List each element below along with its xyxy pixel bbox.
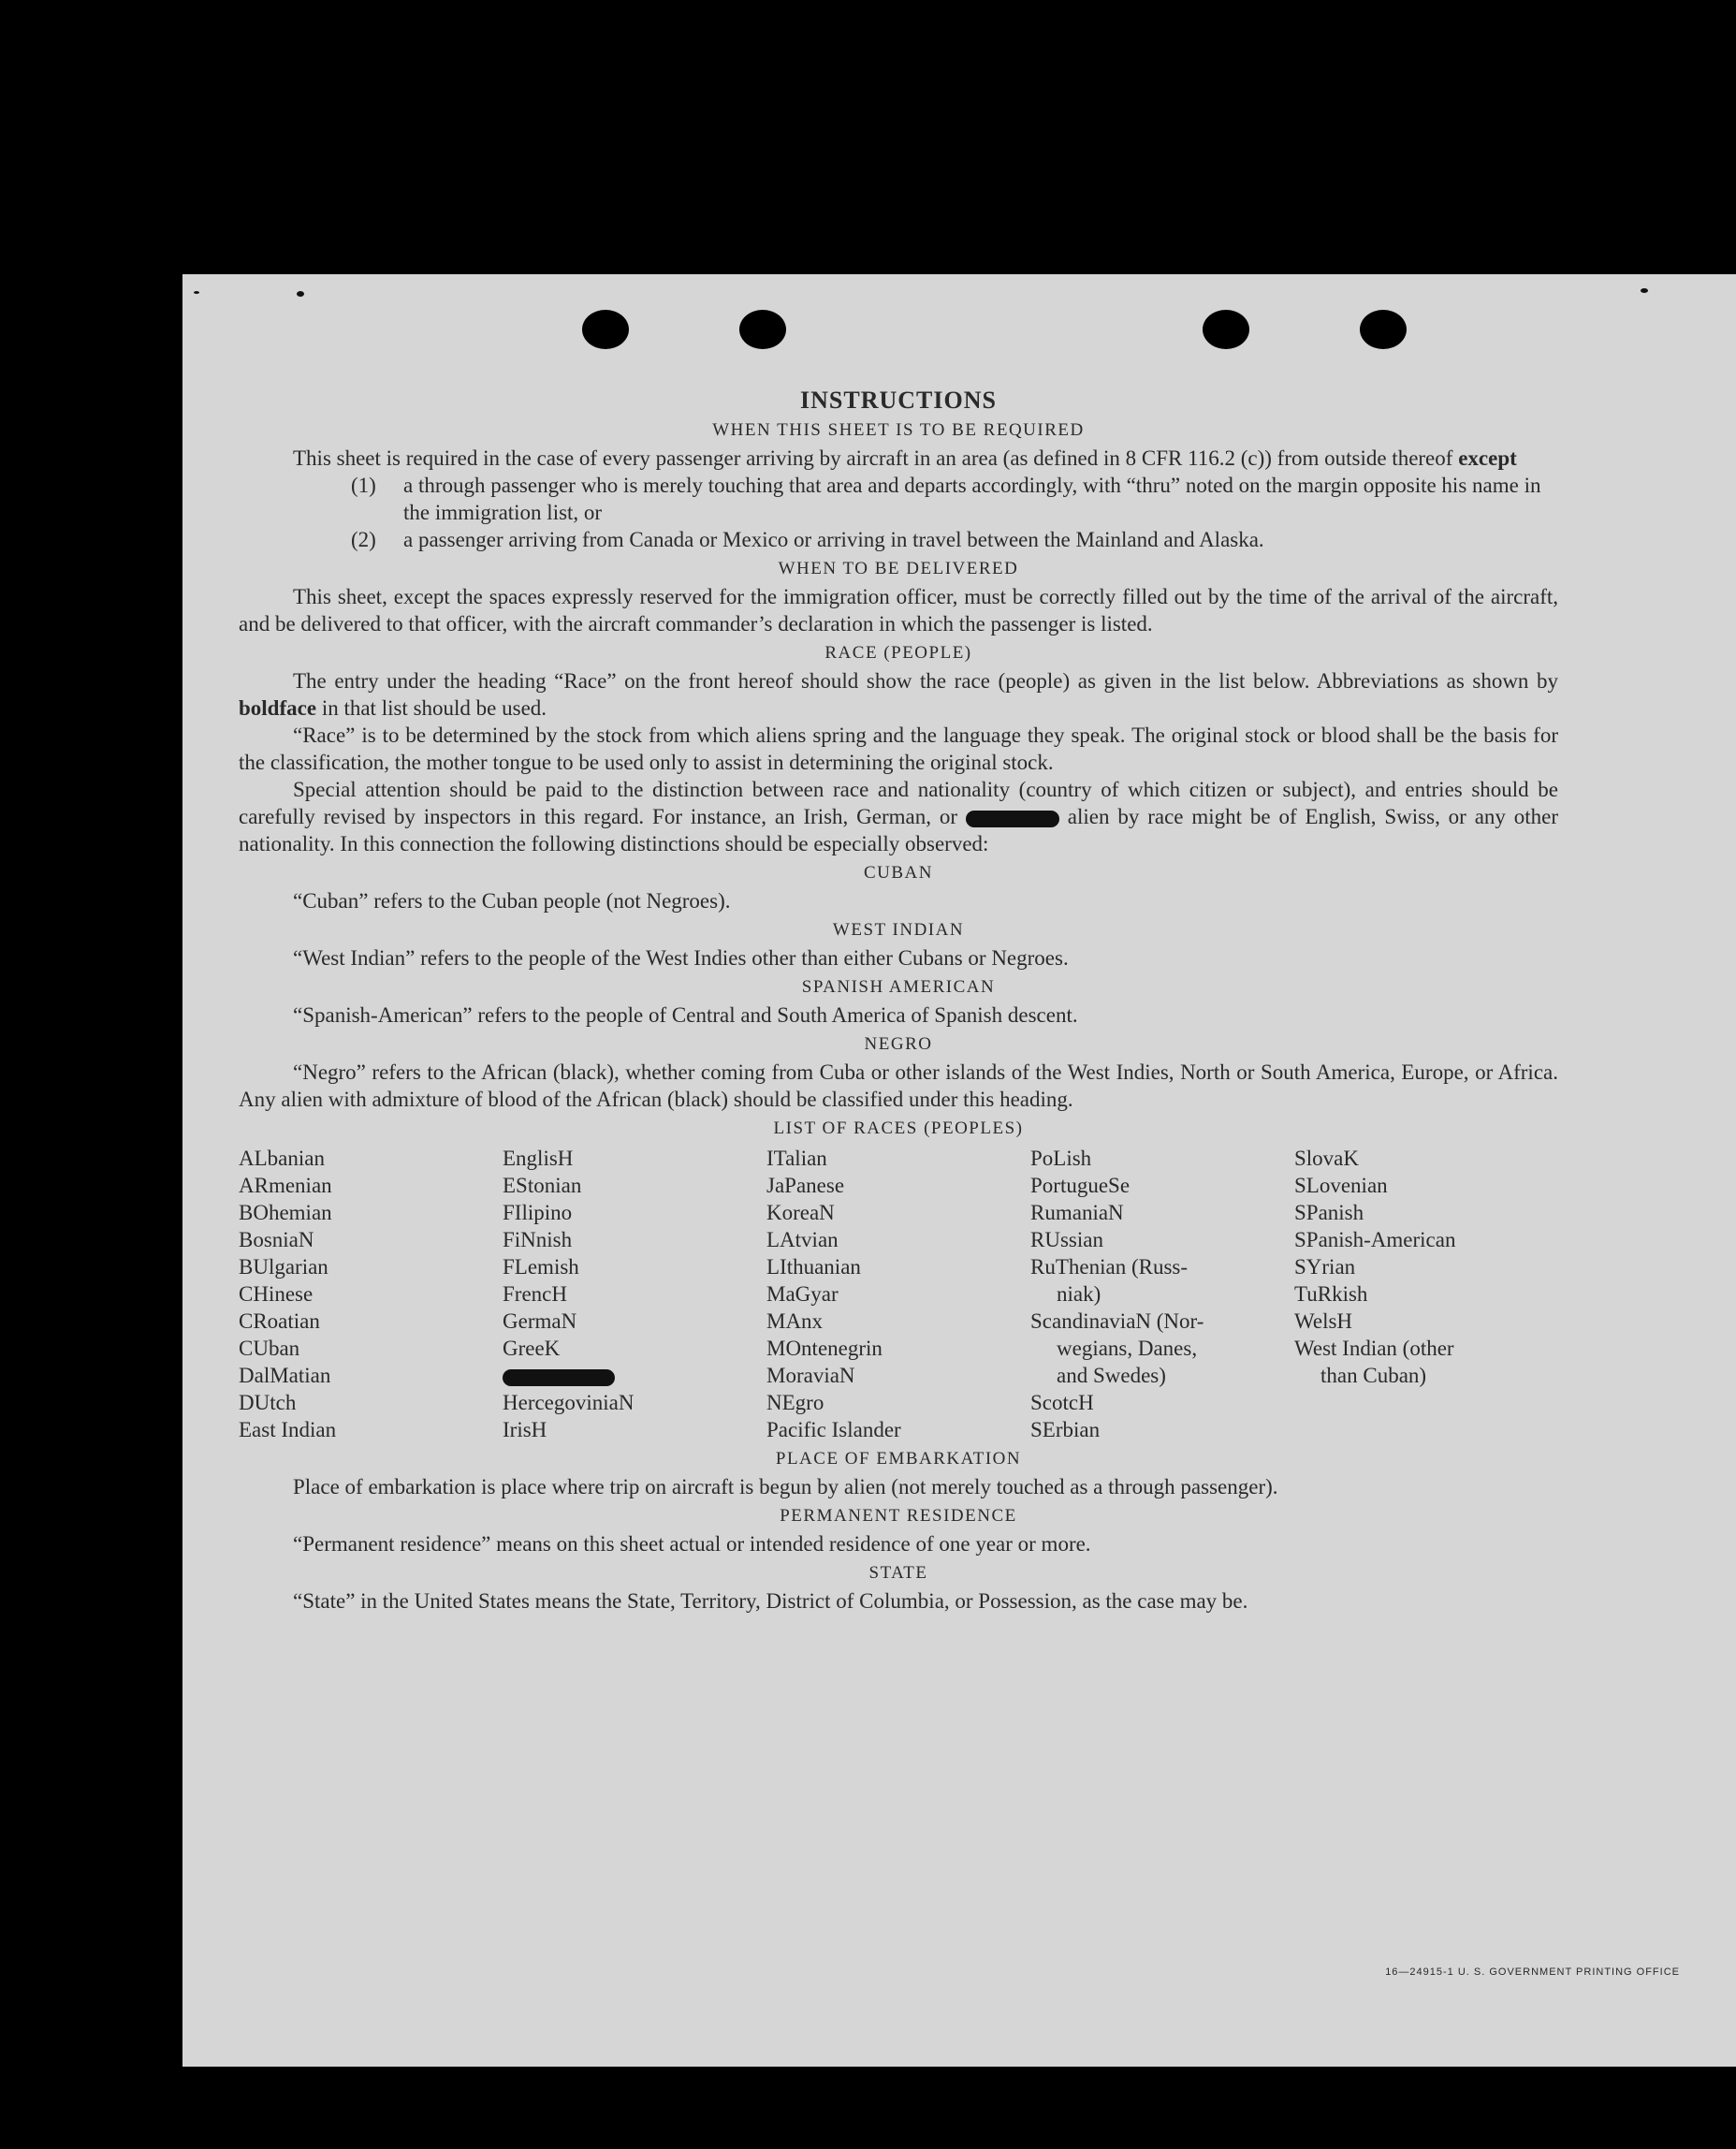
punch-hole (1203, 310, 1249, 349)
paragraph-required: This sheet is required in the case of every passenger arriving by aircraft in an area (as defined in 8 CFR 116.2 (c)) from outside thereof except (293, 446, 1517, 470)
race-item: CRoatian (239, 1309, 320, 1333)
race-item: EStonian (503, 1174, 582, 1197)
speck (1641, 288, 1648, 293)
race-item: TuRkish (1294, 1282, 1368, 1306)
race-item: JaPanese (766, 1174, 845, 1197)
race-item: West Indian (other (1294, 1337, 1454, 1360)
paragraph-delivered: This sheet, except the spaces expressly reserved for the immigration officer, must be correctly filled out by the time of the arrival of the aircraft, and be delivered to that officer, with the aircraft commander’s declaration in which the passenger is listed. (239, 585, 1558, 636)
race-item: DUtch (239, 1391, 297, 1414)
redaction-mark (503, 1362, 766, 1389)
paragraph-race-3: Special attention should be paid to the distinction between race and nationality (country of which citizen or subject), and entries should be carefully revised by inspectors in this regard. For instance, an Irish, German, or alien by race might be of English, Swiss, or any other nationality. In this connection the following distinctions should be especially observed: (239, 778, 1559, 855)
race-item: KoreaN (766, 1201, 835, 1224)
paragraph-state: “State” in the United States means the State, Territory, District of Columbia, or Possession, as the case may be. (293, 1589, 1248, 1613)
race-item: LIthuanian (766, 1255, 861, 1279)
paragraph-race-1: The entry under the heading “Race” on the front hereof should show the race (people) as given in the list below. Abbreviations as shown by boldface in that list should be used. (239, 669, 1558, 720)
instructions-content (239, 387, 1558, 1615)
races-column-2 (503, 1145, 766, 1443)
race-item: MoraviaN (766, 1364, 855, 1387)
heading-race: RACE (PEOPLE) (824, 643, 972, 663)
speck (194, 291, 199, 294)
race-item: HercegoviniaN (503, 1391, 635, 1414)
heading-delivered: WHEN TO BE DELIVERED (778, 559, 1019, 578)
race-item: LAtvian (766, 1228, 839, 1251)
heading-required: WHEN THIS SHEET IS TO BE REQUIRED (712, 420, 1085, 440)
race-item: niak) (1057, 1282, 1101, 1306)
race-item: ALbanian (239, 1147, 325, 1170)
race-item: EnglisH (503, 1147, 574, 1170)
race-item: than Cuban) (1320, 1364, 1427, 1387)
race-item: BosniaN (239, 1228, 314, 1251)
race-item: MaGyar (766, 1282, 839, 1306)
race-item: DalMatian (239, 1364, 331, 1387)
heading-cuban: CUBAN (863, 863, 933, 883)
race-item: wegians, Danes, (1057, 1337, 1198, 1360)
race-item: ScandinaviaN (Nor- (1030, 1309, 1204, 1333)
punch-hole (1360, 310, 1407, 349)
heading-west-indian: WEST INDIAN (832, 920, 965, 940)
race-item: ITalian (766, 1147, 827, 1170)
heading-list-of-races: LIST OF RACES (PEOPLES) (773, 1118, 1024, 1138)
races-column-3 (766, 1145, 1030, 1443)
race-item: Pacific Islander (766, 1418, 901, 1441)
paragraph-negro: “Negro” refers to the African (black), whether coming from Cuba or other islands of the West Indies, North or South America, Europe, or Africa. Any alien with admixture of blood of the African (black) should be classified under this heading. (239, 1060, 1558, 1111)
races-list (239, 1145, 1558, 1443)
heading-embarkation: PLACE OF EMBARKATION (775, 1449, 1022, 1469)
race-item: FLemish (503, 1255, 579, 1279)
paragraph-spanish-american: “Spanish-American” refers to the people of Central and South America of Spanish descent. (293, 1003, 1078, 1027)
race-item: WelsH (1294, 1309, 1353, 1333)
punch-hole (582, 310, 629, 349)
race-item: NEgro (766, 1391, 824, 1414)
race-item: BOhemian (239, 1201, 332, 1224)
race-item: RUssian (1030, 1228, 1103, 1251)
paragraph-cuban: “Cuban” refers to the Cuban people (not Negroes). (293, 889, 731, 913)
paragraph-race-2: “Race” is to be determined by the stock from which aliens spring and the language they speak. The original stock or blood shall be the basis for the classification, the mother tongue to be used only to assist in determining the original stock. (239, 724, 1558, 774)
speck (297, 291, 304, 297)
race-item: RumaniaN (1030, 1201, 1124, 1224)
printer-footer: 16—24915-1 U. S. GOVERNMENT PRINTING OFFICE (1385, 1966, 1680, 1978)
race-item: SErbian (1030, 1418, 1101, 1441)
punch-hole (739, 310, 786, 349)
race-item: SLovenian (1294, 1174, 1388, 1197)
heading-negro: NEGRO (864, 1034, 933, 1054)
heading-permanent-residence: PERMANENT RESIDENCE (780, 1506, 1017, 1526)
race-item: ARmenian (239, 1174, 332, 1197)
race-item: MOntenegrin (766, 1337, 883, 1360)
races-column-4 (1030, 1145, 1294, 1443)
races-column-1 (239, 1145, 503, 1443)
race-item: FIlipino (503, 1201, 573, 1224)
race-item: CHinese (239, 1282, 314, 1306)
race-item: SlovaK (1294, 1147, 1359, 1170)
race-item: East Indian (239, 1418, 337, 1441)
races-column-5 (1294, 1145, 1558, 1443)
race-item: SYrian (1294, 1255, 1356, 1279)
race-item: CUban (239, 1337, 300, 1360)
race-item: PortugueSe (1030, 1174, 1131, 1197)
race-item: PoLish (1030, 1147, 1092, 1170)
race-item: and Swedes) (1057, 1364, 1166, 1387)
race-item: FrencH (503, 1282, 567, 1306)
race-item: IrisH (503, 1418, 547, 1441)
race-item: MAnx (766, 1309, 824, 1333)
exceptions-list (351, 472, 1558, 553)
heading-state: STATE (868, 1563, 928, 1583)
heading-spanish-american: SPANISH AMERICAN (801, 977, 996, 997)
race-item: ScotcH (1030, 1391, 1094, 1414)
paragraph-embarkation: Place of embarkation is place where trip on aircraft is begun by alien (not merely touched as a through passenger). (293, 1475, 1278, 1498)
race-item: GermaN (503, 1309, 577, 1333)
list-item: (2) a passenger arriving from Canada or Mexico or arriving in travel between the Mainland and Alaska. (351, 528, 1264, 551)
race-item: RuThenian (Russ- (1030, 1255, 1189, 1279)
paragraph-west-indian: “West Indian” refers to the people of the West Indies other than either Cubans or Negroes. (293, 946, 1069, 970)
list-item: (1) a through passenger who is merely touching that area and departs accordingly, with “thru” noted on the margin opposite his name in the immigration list, or (351, 474, 1541, 524)
redaction-mark (966, 811, 1059, 827)
document-sheet (182, 274, 1736, 2067)
race-item: GreeK (503, 1337, 561, 1360)
page-title: INSTRUCTIONS (800, 387, 997, 414)
race-item: FiNnish (503, 1228, 573, 1251)
race-item: SPanish (1294, 1201, 1364, 1224)
race-item: BUlgarian (239, 1255, 328, 1279)
paragraph-permanent-residence: “Permanent residence” means on this sheet actual or intended residence of one year or more. (293, 1532, 1091, 1556)
race-item: SPanish-American (1294, 1228, 1456, 1251)
